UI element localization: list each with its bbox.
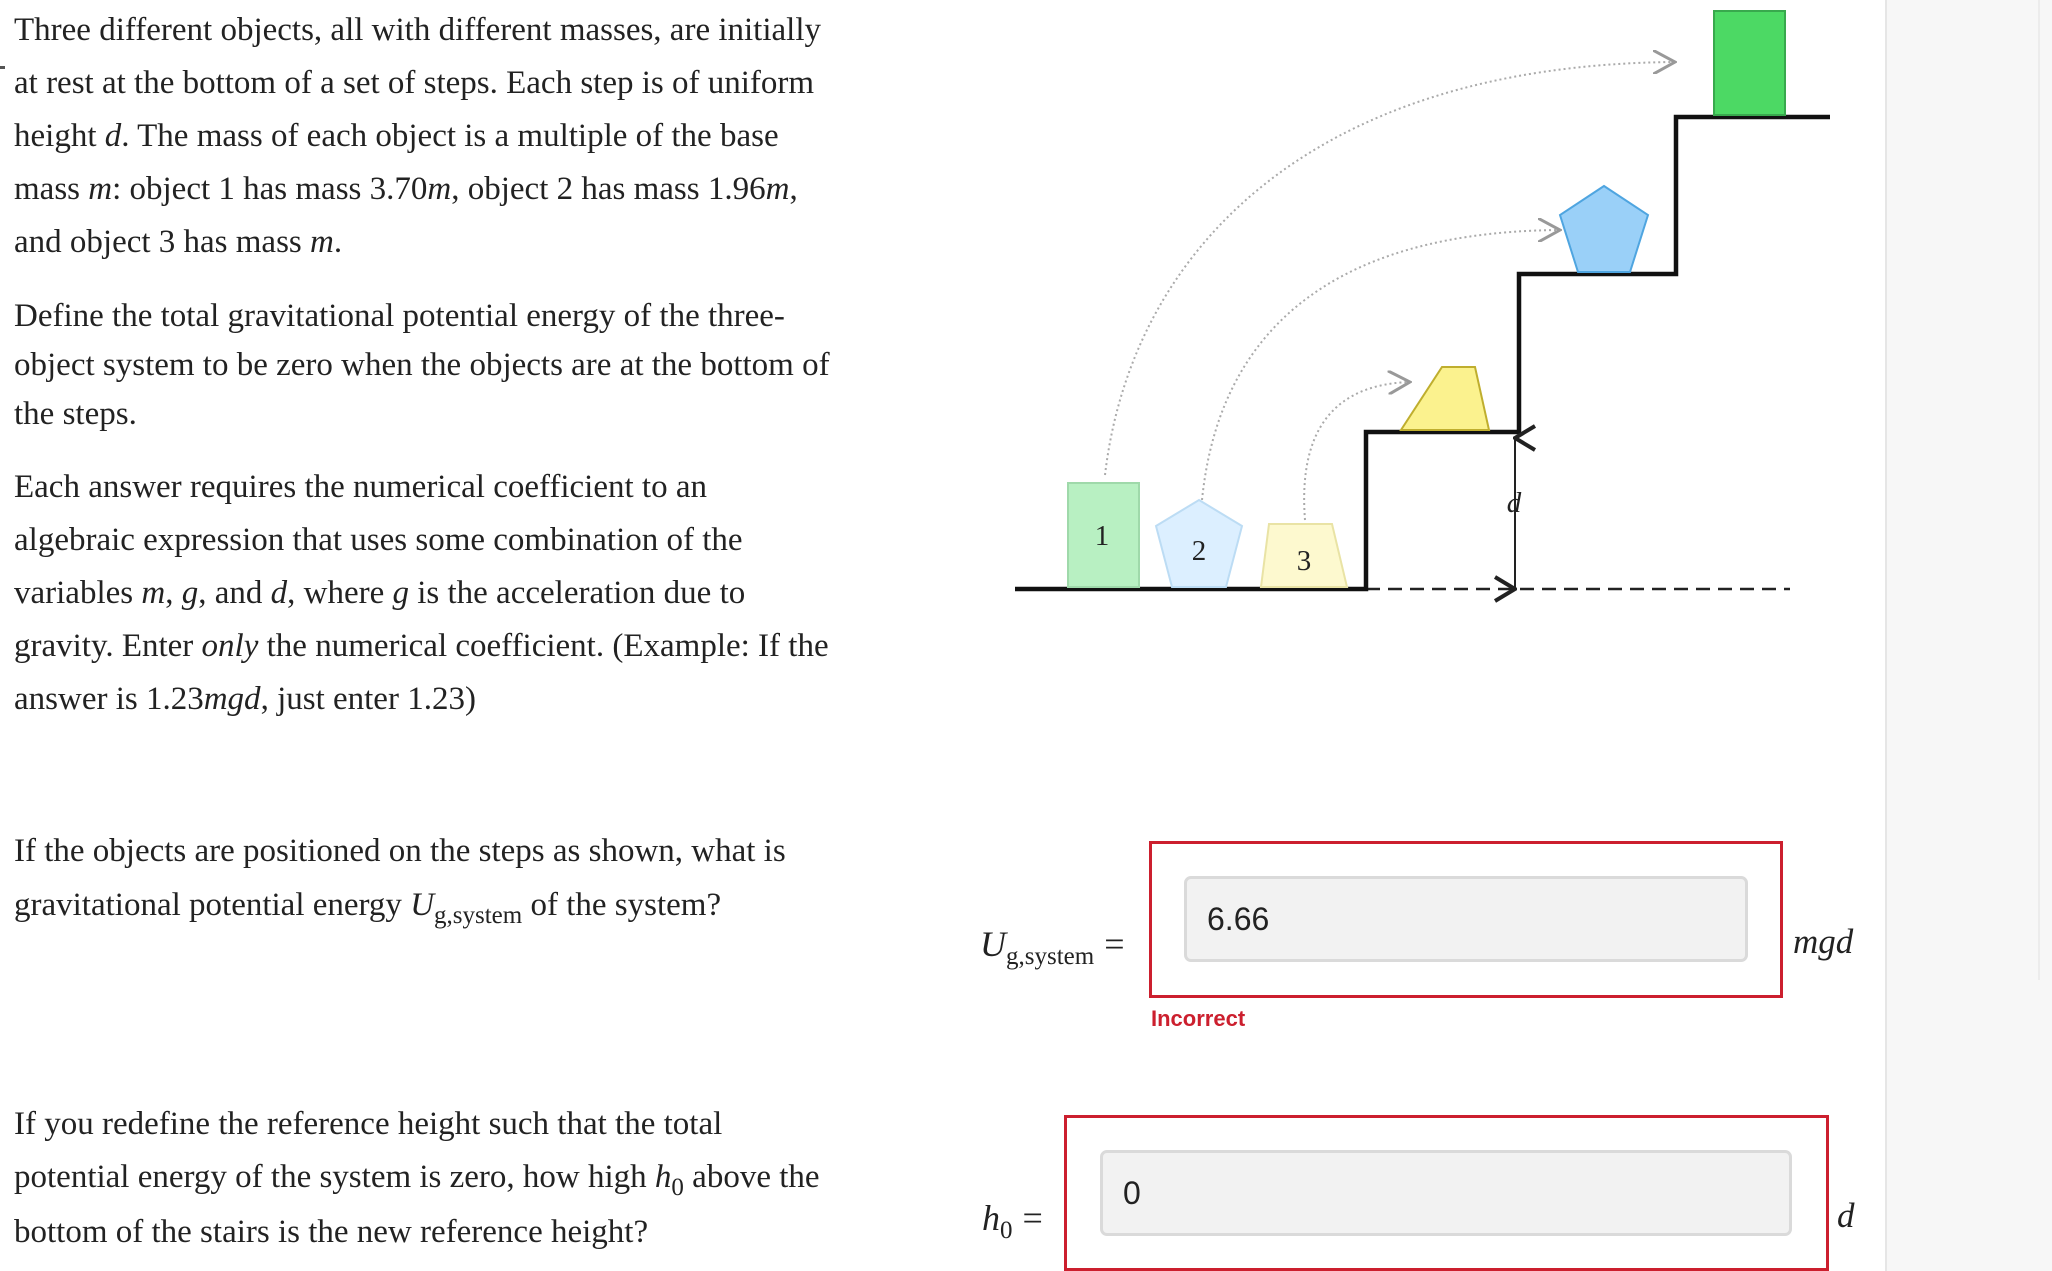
u-system-input[interactable] <box>1184 876 1748 962</box>
problem-definition <box>14 292 914 439</box>
definition-line-3: the steps. <box>14 396 137 432</box>
path-object-3 <box>1304 382 1410 520</box>
intro-line-5: and object 3 has mass m. <box>14 224 343 260</box>
q2-line-3: bottom of the stairs is the new reference height? <box>14 1214 649 1250</box>
h0-label: $h_0$ = <box>982 1198 1043 1244</box>
problem-intro <box>14 4 914 269</box>
object-3-label: 3 <box>1296 545 1312 577</box>
answer-1-unit: mgd <box>1793 922 1854 961</box>
question-2-text <box>14 1098 914 1259</box>
intro-line-3: height d. The mass of each object is a multiple of the base <box>14 118 779 154</box>
answer-2-unit: d <box>1837 1196 1855 1235</box>
object-2-label: 2 <box>1191 535 1207 567</box>
instructions-line-1: Each answer requires the numerical coefficient to an <box>14 469 707 505</box>
text-cursor-mark <box>0 66 5 69</box>
intro-line-1: Three different objects, all with different masses, are initially <box>14 12 822 48</box>
intro-line-4: mass m: object 1 has mass 3.70m, object 2 has mass 1.96m, <box>14 171 798 207</box>
instructions-line-3: variables m, g, and d, where g is the acceleration due to <box>14 575 746 611</box>
intro-line-2: at rest at the bottom of a set of steps. Each step is of uniform <box>14 65 815 101</box>
question-1-text <box>14 824 914 935</box>
q2-line-2: potential energy of the system is zero, how high $h_0$ above the <box>14 1159 820 1201</box>
object-2-on-step <box>1560 186 1648 272</box>
instructions-line-5: answer is 1.23mgd, just enter 1.23) <box>14 681 476 717</box>
q2-line-1: If you redefine the reference height such that the total <box>14 1106 723 1142</box>
object-1-label: 1 <box>1094 520 1110 552</box>
steps-figure <box>1000 0 1860 640</box>
h0-input[interactable] <box>1100 1150 1792 1236</box>
q1-line-2: gravitational potential energy $U_{g,system}$ of the system? <box>14 887 722 929</box>
step-d-label: d <box>1506 487 1522 519</box>
answer-1-feedback: Incorrect <box>1151 1006 1246 1031</box>
problem-instructions <box>14 461 914 726</box>
object-1-on-step <box>1714 11 1785 115</box>
instructions-line-2: algebraic expression that uses some combination of the <box>14 522 743 558</box>
scrollbar-track[interactable] <box>2038 0 2040 980</box>
instructions-line-4: gravity. Enter only the numerical coefficient. (Example: If the <box>14 628 829 664</box>
right-gutter <box>1885 0 2052 1271</box>
definition-line-1: Define the total gravitational potential energy of the three- <box>14 298 785 334</box>
q1-line-1: If the objects are positioned on the steps as shown, what is <box>14 833 786 869</box>
path-object-2 <box>1202 230 1560 500</box>
u-system-label: $U_{g,system}$ = <box>980 924 1125 970</box>
object-3-on-step <box>1401 367 1489 430</box>
definition-line-2: object system to be zero when the objects are at the bottom of <box>14 347 830 383</box>
